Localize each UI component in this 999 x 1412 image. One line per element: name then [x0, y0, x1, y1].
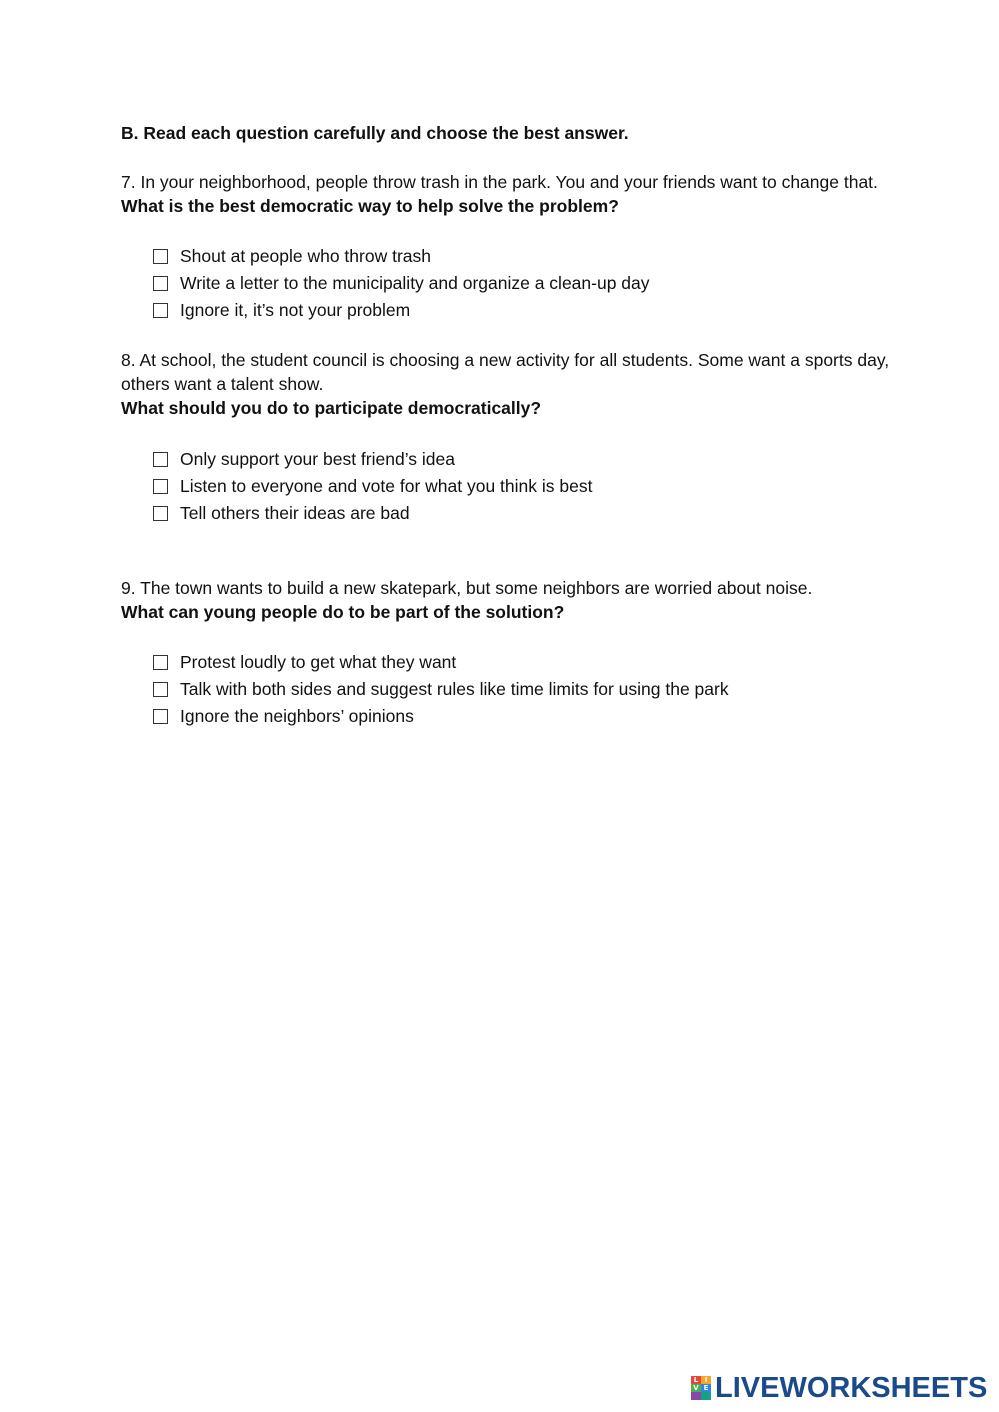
question-7-option-1[interactable]	[153, 243, 650, 270]
option-label: Write a letter to the municipality and organize a clean-up day	[180, 273, 650, 293]
question-8-option-2[interactable]	[153, 473, 592, 500]
logo-mark-cell	[691, 1392, 701, 1400]
checkbox[interactable]	[153, 276, 168, 291]
logo-mark-cell	[701, 1392, 711, 1400]
logo-mark-cell: V	[691, 1384, 701, 1392]
question-8-options	[153, 446, 592, 527]
checkbox[interactable]	[153, 506, 168, 521]
option-label: Shout at people who throw trash	[180, 246, 431, 266]
question-7	[121, 170, 891, 218]
question-7-option-3[interactable]	[153, 297, 650, 324]
question-7-intro: 7. In your neighborhood, people throw trash in the park. You and your friends want to change that.	[121, 172, 878, 192]
logo-mark-cell: I	[701, 1376, 711, 1384]
checkbox[interactable]	[153, 452, 168, 467]
question-8-prompt: What should you do to participate democratically?	[121, 398, 542, 418]
question-9	[121, 576, 891, 624]
checkbox[interactable]	[153, 479, 168, 494]
question-9-option-3[interactable]	[153, 703, 729, 730]
question-9-intro: 9. The town wants to build a new skatepark, but some neighbors are worried about noise.	[121, 578, 813, 598]
option-label: Protest loudly to get what they want	[180, 652, 457, 672]
question-8	[121, 348, 891, 420]
checkbox[interactable]	[153, 682, 168, 697]
question-9-options	[153, 649, 729, 730]
liveworksheets-logo	[691, 1374, 987, 1402]
checkbox[interactable]	[153, 249, 168, 264]
question-7-options	[153, 243, 650, 324]
question-8-option-3[interactable]	[153, 500, 592, 527]
option-label: Ignore the neighbors’ opinions	[180, 706, 414, 726]
logo-mark-icon	[691, 1376, 711, 1400]
question-8-option-1[interactable]	[153, 446, 592, 473]
option-label: Listen to everyone and vote for what you think is best	[180, 476, 593, 496]
question-9-prompt: What can young people do to be part of the solution?	[121, 602, 565, 622]
option-label: Talk with both sides and suggest rules like time limits for using the park	[180, 679, 729, 699]
option-label: Ignore it, it’s not your problem	[180, 300, 411, 320]
question-7-option-2[interactable]	[153, 270, 650, 297]
checkbox[interactable]	[153, 655, 168, 670]
option-label: Only support your best friend’s idea	[180, 449, 455, 469]
question-8-intro: 8. At school, the student council is choosing a new activity for all students. Some want a sports day, others want a talent show.	[121, 350, 890, 394]
logo-mark-cell: E	[701, 1384, 711, 1392]
checkbox[interactable]	[153, 303, 168, 318]
question-7-prompt: What is the best democratic way to help solve the problem?	[121, 196, 619, 216]
question-9-option-1[interactable]	[153, 649, 729, 676]
question-9-option-2[interactable]	[153, 676, 729, 703]
option-label: Tell others their ideas are bad	[180, 503, 410, 523]
logo-mark-cell: L	[691, 1376, 701, 1384]
section-heading: B. Read each question carefully and choose the best answer.	[121, 123, 629, 143]
checkbox[interactable]	[153, 709, 168, 724]
logo-text: LIVEWORKSHEETS	[715, 1372, 988, 1404]
